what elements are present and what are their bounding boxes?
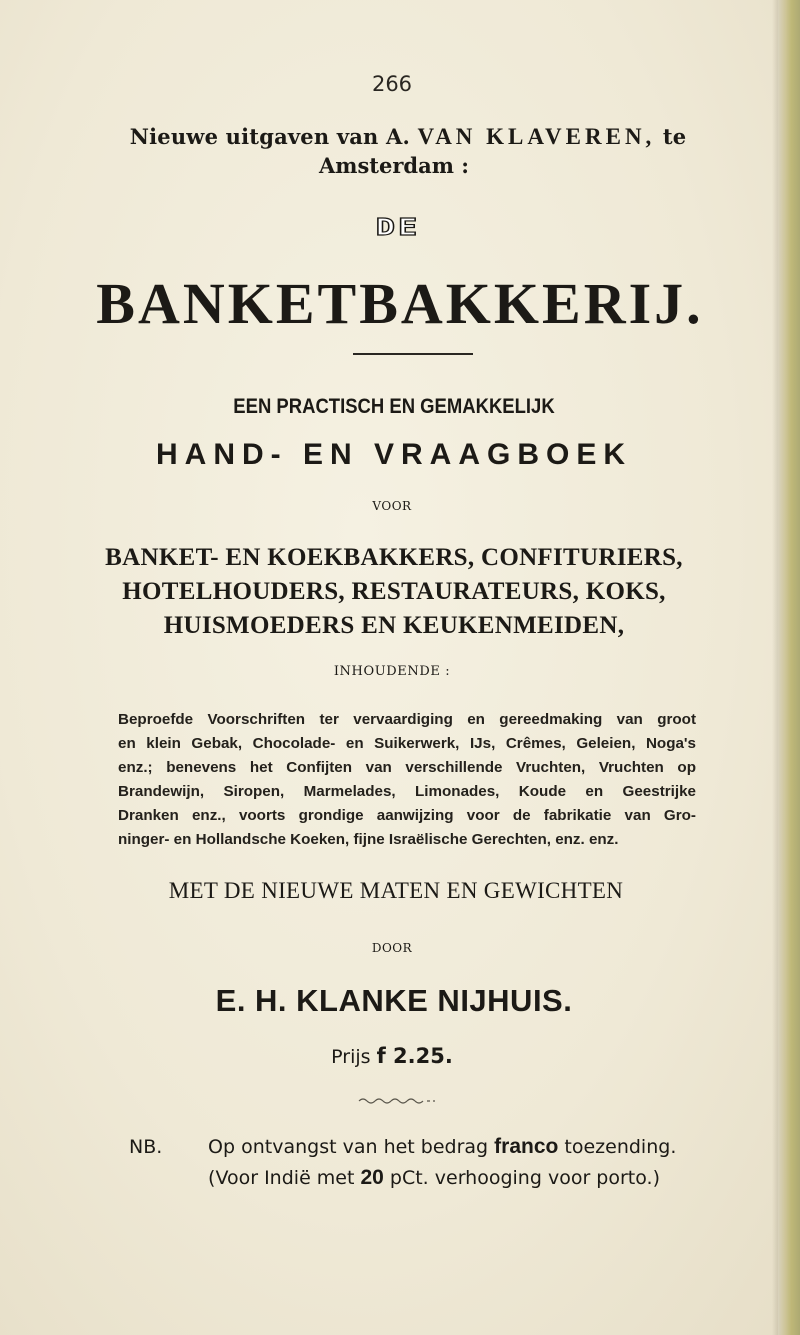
measures-line: MET DE NIEUWE MATEN EN GEWICHTEN bbox=[168, 878, 624, 903]
note-line-2 bbox=[129, 1166, 660, 1190]
subtitle-line-2: HAND- EN VRAAGBOEK bbox=[155, 438, 632, 471]
contents-line: Dranken enz., voorts grondige aanwijzing voor de fabrikatie van Gro- bbox=[118, 807, 696, 824]
audience-line-2: HOTELHOUDERS, RESTAURATEURS, KOKS, bbox=[122, 578, 666, 605]
voor-label: VOOR bbox=[372, 499, 412, 513]
contents-line: enz.; benevens het Confijten van verschillende Vruchten, Vruchten op bbox=[118, 759, 696, 776]
publisher-suffix: te bbox=[662, 124, 687, 149]
door-label: DOOR bbox=[371, 941, 413, 955]
publisher-line bbox=[8, 124, 800, 150]
contents-line: ninger- en Hollandsche Koeken, fijne Israëlische Gerechten, enz. enz. bbox=[118, 831, 619, 848]
note-emphasis: 20 bbox=[360, 1166, 384, 1189]
publisher-prefix: Nieuwe uitgaven van A. bbox=[129, 124, 411, 149]
note-text: pCt. verhooging voor porto.) bbox=[389, 1167, 660, 1189]
contents-line: en klein Gebak, Chocolade- en Suikerwerk, IJs, Crêmes, Geleien, Noga's bbox=[118, 735, 696, 752]
note-label: NB. bbox=[129, 1136, 163, 1158]
note-line-1 bbox=[129, 1135, 676, 1159]
note-text: toezending. bbox=[564, 1136, 677, 1158]
contents-paragraph bbox=[118, 708, 696, 852]
book-title: BANKETBAKKERIJ. bbox=[96, 271, 704, 336]
inhoudende-label: INHOUDENDE : bbox=[333, 664, 451, 679]
title-divider bbox=[353, 353, 473, 355]
title-article: DE bbox=[375, 213, 421, 241]
audience-line-1: BANKET- EN KOEKBAKKERS, CONFITURIERS, bbox=[105, 544, 683, 571]
price-line bbox=[0, 1044, 792, 1068]
contents-line: Beproefde Voorschriften ter vervaardiging en gereedmaking van groot bbox=[118, 711, 696, 728]
audience-line-3: HUISMOEDERS EN KEUKENMEIDEN, bbox=[163, 612, 625, 639]
note-text: (Voor Indië met bbox=[208, 1167, 355, 1189]
note-emphasis: franco bbox=[494, 1135, 559, 1158]
contents-line: Brandewijn, Siropen, Marmelades, Limonades, Koude en Geestrijke bbox=[118, 783, 696, 800]
note-text: Op ontvangst van het bedrag bbox=[208, 1136, 489, 1158]
page-number: 266 bbox=[371, 72, 413, 96]
publisher-name: VAN KLAVEREN, bbox=[417, 124, 656, 149]
price-label: Prijs bbox=[331, 1046, 371, 1068]
wavy-ornament-icon bbox=[357, 1096, 437, 1106]
publisher-city: Amsterdam : bbox=[318, 153, 470, 178]
subtitle-line-1: EEN PRACTISCH EN GEMAKKELIJK bbox=[233, 395, 555, 418]
price-value: f 2.25. bbox=[376, 1044, 453, 1068]
author-name: E. H. KLANKE NIJHUIS. bbox=[215, 983, 573, 1018]
